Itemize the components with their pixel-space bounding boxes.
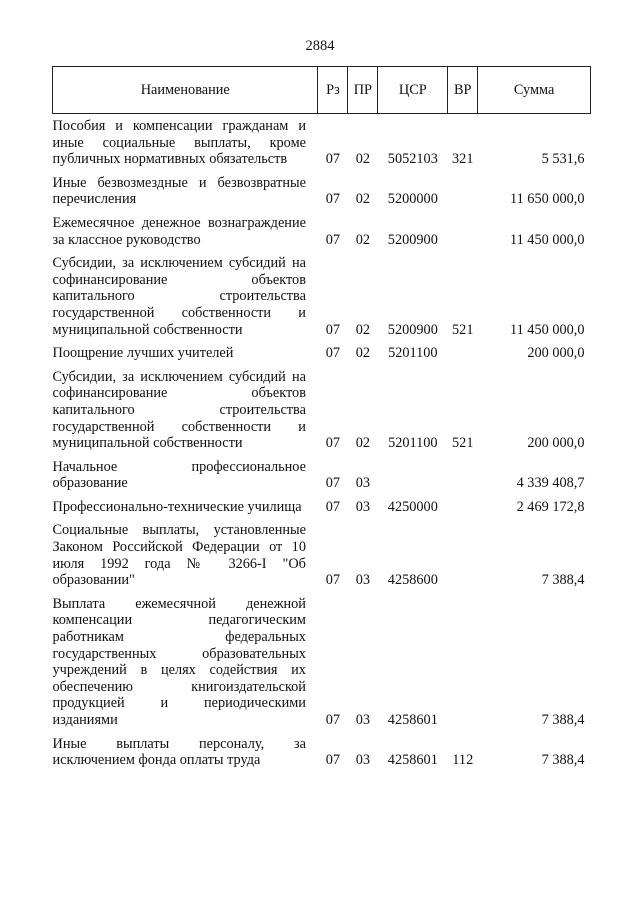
row-vr — [448, 592, 478, 732]
row-sum: 4 339 408,7 — [516, 475, 585, 492]
row-vr — [448, 211, 478, 251]
row-rz: 07 — [325, 231, 341, 248]
table-row — [53, 365, 591, 455]
row-name: Пособия и компенсации гражданам и иные социальные выплаты, кроме публичных нормативных обязательств — [52, 118, 306, 168]
row-sum: 11 450 000,0 — [509, 231, 585, 248]
row-name: Социальные выплаты, установленные Законом Российской Федерации от 10 июля 1992 года № 3266-I "Об образовании" — [52, 522, 306, 589]
row-vr — [448, 495, 478, 519]
row-csr: 5200900 — [387, 231, 438, 248]
row-pr: 02 — [355, 191, 371, 208]
table-row — [53, 495, 591, 519]
row-rz: 07 — [325, 191, 341, 208]
row-pr: 03 — [355, 475, 371, 492]
row-name: Субсидии, за исключением субсидий на софинансирование объектов капитального строительства государственной собственности и муниципальной собственности — [52, 255, 306, 338]
row-csr: 4258601 — [387, 752, 438, 769]
row-csr: 5200000 — [387, 191, 438, 208]
row-pr: 02 — [355, 151, 371, 168]
row-pr: 03 — [355, 572, 371, 589]
row-csr: 4250000 — [387, 498, 438, 515]
row-name: Субсидии, за исключением субсидий на софинансирование объектов капитального строительства государственной собственности и муниципальной собственности — [52, 368, 306, 452]
row-pr: 03 — [355, 498, 371, 515]
row-rz: 07 — [325, 475, 341, 492]
row-vr: 321 — [452, 151, 474, 168]
row-vr: 521 — [452, 321, 474, 338]
row-vr — [448, 455, 478, 495]
row-vr — [448, 341, 478, 365]
row-csr — [378, 455, 448, 495]
table-header — [53, 67, 591, 114]
table-row — [53, 592, 591, 732]
table-row — [53, 211, 591, 251]
row-vr — [448, 171, 478, 211]
row-csr: 4258601 — [387, 712, 438, 728]
row-sum: 11 650 000,0 — [509, 191, 585, 208]
table-row — [53, 114, 591, 171]
row-name: Поощрение лучших учителей — [52, 345, 234, 362]
table-row — [53, 518, 591, 591]
row-csr: 5200900 — [387, 321, 438, 338]
row-sum: 5 531,6 — [541, 151, 585, 168]
row-sum: 11 450 000,0 — [509, 321, 585, 338]
row-vr — [448, 518, 478, 591]
row-csr: 5201100 — [388, 345, 438, 362]
header-vr: ВР — [448, 67, 478, 114]
row-rz: 07 — [325, 151, 341, 168]
table-row — [53, 251, 591, 341]
row-name: Профессионально-технические училища — [52, 498, 302, 515]
row-rz: 07 — [325, 498, 341, 515]
row-sum: 7 388,4 — [541, 712, 585, 728]
row-name: Начальное профессиональное образование — [52, 458, 306, 492]
table-row — [53, 341, 591, 365]
row-name: Ежемесячное денежное вознаграждение за классное руководство — [52, 214, 306, 248]
row-pr: 02 — [355, 345, 371, 362]
row-sum: 200 000,0 — [527, 435, 585, 452]
row-sum: 2 469 172,8 — [516, 498, 585, 515]
table-row — [53, 732, 591, 772]
header-pr: ПР — [348, 67, 378, 114]
row-csr: 4258600 — [387, 572, 438, 589]
row-rz: 07 — [325, 321, 341, 338]
table-row — [53, 455, 591, 495]
row-sum: 7 388,4 — [541, 752, 585, 769]
row-rz: 07 — [325, 712, 341, 728]
row-name: Иные безвозмездные и безвозвратные перечисления — [52, 174, 306, 208]
budget-table — [52, 66, 591, 772]
row-sum: 7 388,4 — [541, 572, 585, 589]
row-vr: 112 — [452, 752, 474, 769]
row-rz: 07 — [325, 572, 341, 589]
header-sum: Сумма — [478, 67, 591, 114]
row-pr: 03 — [355, 712, 371, 728]
header-rz: Рз — [318, 67, 348, 114]
row-name: Выплата ежемесячной денежной компенсации педагогическим работникам федеральных государственных образовательных учреждений в целях содействия их обеспечению книгоиздательской продукцией и периодическими изданиями — [52, 595, 306, 728]
row-rz: 07 — [325, 435, 341, 452]
row-pr: 03 — [355, 752, 371, 769]
row-vr: 521 — [452, 435, 474, 452]
header-name: Наименование — [53, 67, 318, 114]
table-body — [53, 114, 591, 772]
row-pr: 02 — [355, 321, 371, 338]
row-csr: 5052103 — [387, 151, 438, 168]
row-pr: 02 — [355, 231, 371, 248]
row-rz: 07 — [325, 345, 341, 362]
header-csr: ЦСР — [378, 67, 448, 114]
table-row — [53, 171, 591, 211]
row-rz: 07 — [325, 752, 341, 769]
row-csr: 5201100 — [388, 435, 438, 452]
page-number: 2884 — [305, 38, 335, 54]
row-pr: 02 — [355, 435, 371, 452]
row-sum: 200 000,0 — [527, 345, 585, 362]
row-name: Иные выплаты персоналу, за исключением фонда оплаты труда — [52, 735, 306, 769]
